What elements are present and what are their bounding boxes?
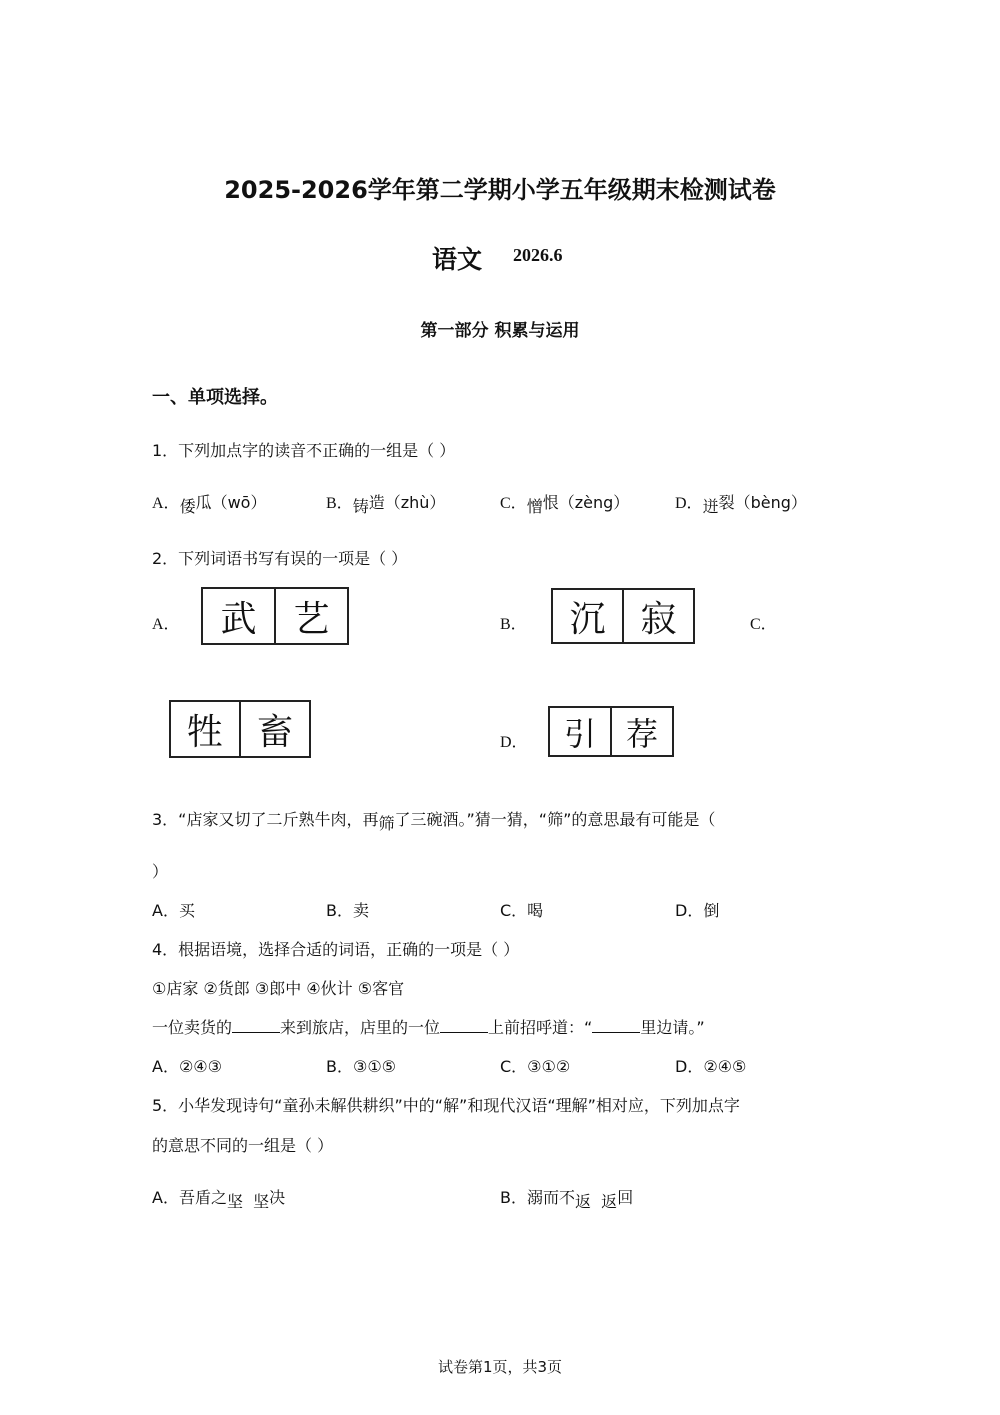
dotted-char: 铸 [352, 497, 369, 516]
sentence-part: 来到旅店，店里的一位 [280, 1018, 441, 1037]
blank-line [232, 1018, 280, 1033]
option-text: 裂（bèng） [718, 493, 807, 512]
option-label: D． [675, 495, 703, 512]
q1-option-c [500, 490, 630, 516]
q2-stem: 2．下列词语书写有误的一项是（ ） [152, 549, 408, 568]
option-text: 造（zhù） [368, 493, 446, 512]
word-char: 寂 [622, 590, 693, 642]
option-gap [243, 1188, 253, 1207]
dotted-char: 返 [601, 1192, 618, 1211]
q5-stem-line1: 5．小华发现诗句“童孙未解供耕织”中的“解”和现代汉语“理解”相对应，下列加点字 [152, 1096, 740, 1115]
q1-stem: 1．下列加点字的读音不正确的一组是（ ） [152, 441, 456, 460]
part-heading: 第一部分 积累与运用 [420, 321, 580, 341]
q3-stem-close: ） [152, 862, 169, 881]
q4-option-a: A．②④③ [152, 1057, 222, 1076]
q3-stem [152, 807, 716, 833]
q1-option-d [675, 490, 807, 516]
exam-title: 2025-2026学年第二学期小学五年级期末检测试卷 [224, 176, 776, 204]
q5-stem-line2: 的意思不同的一组是（ ） [152, 1136, 334, 1155]
exam-date: 2026.6 [513, 245, 563, 265]
q3-option-d: D．倒 [675, 901, 720, 920]
dotted-char: 返 [574, 1192, 591, 1211]
page-footer: 试卷第1页，共3页 [437, 1358, 563, 1376]
q2-option-d-label: D． [500, 734, 528, 751]
word-char: 牲 [186, 711, 223, 753]
q3-stem-text: 了三碗酒。”猜一猜，“筛”的意思最有可能是（ [394, 810, 716, 829]
option-text: B．溺而不 [500, 1188, 575, 1207]
word-char: 沉 [569, 598, 606, 640]
q3-stem-text: 3．“店家又切了二斤熟牛肉，再 [152, 810, 379, 829]
option-text: 决 [269, 1188, 286, 1207]
dotted-char: 迸 [702, 497, 719, 516]
q3-option-c: C．喝 [500, 901, 544, 920]
dotted-char: 坚 [253, 1192, 270, 1211]
q2-option-c-wordbox [169, 700, 311, 758]
q2-option-a-label: A． [152, 616, 180, 633]
option-label: A． [152, 495, 180, 512]
word-char: 畜 [239, 702, 309, 756]
option-text: 恨（zèng） [542, 493, 630, 512]
option-label: C． [500, 495, 527, 512]
q2-option-d-wordbox [548, 706, 674, 757]
blank-line [440, 1018, 488, 1033]
dotted-char: 倭 [179, 497, 196, 516]
option-gap [591, 1188, 601, 1207]
q5-option-a [152, 1185, 286, 1211]
q3-option-a: A．买 [152, 901, 195, 920]
q4-option-c: C．③①② [500, 1057, 571, 1076]
word-char: 荐 [610, 708, 672, 755]
word-char: 引 [563, 714, 596, 753]
q4-stem: 4．根据语境，选择合适的词语，正确的一项是（ ） [152, 940, 520, 959]
dotted-char: 憎 [526, 497, 543, 516]
q1-option-b [326, 490, 446, 516]
subject-label: 语文 [432, 245, 483, 274]
dotted-char: 坚 [226, 1192, 243, 1211]
blank-line [592, 1018, 640, 1033]
q4-word-list: ①店家 ②货郎 ③郎中 ④伙计 ⑤客官 [152, 979, 405, 998]
dotted-char: 筛 [378, 814, 395, 833]
q2-option-c-label: C． [750, 616, 777, 633]
q2-option-a-wordbox [201, 587, 349, 645]
section-heading: 一、单项选择。 [152, 387, 278, 408]
q2-option-b-wordbox [551, 588, 695, 644]
option-text: 回 [617, 1188, 634, 1207]
q4-option-d: D．②④⑤ [675, 1057, 747, 1076]
option-label: B． [326, 495, 353, 512]
sentence-part: 上前招呼道：“ [488, 1018, 593, 1037]
option-text: A．吾盾之 [152, 1188, 227, 1207]
q3-option-b: B．卖 [326, 901, 369, 920]
q4-sentence [152, 1015, 705, 1038]
sentence-part: 里边请。” [640, 1018, 705, 1037]
option-text: 瓜（wō） [195, 493, 267, 512]
q4-option-b: B．③①⑤ [326, 1057, 397, 1076]
word-char: 武 [220, 598, 257, 640]
sentence-part: 一位卖货的 [152, 1018, 233, 1037]
q5-option-b [500, 1185, 634, 1211]
word-char: 艺 [274, 589, 347, 643]
q2-option-b-label: B． [500, 616, 527, 633]
q1-option-a [152, 490, 267, 516]
